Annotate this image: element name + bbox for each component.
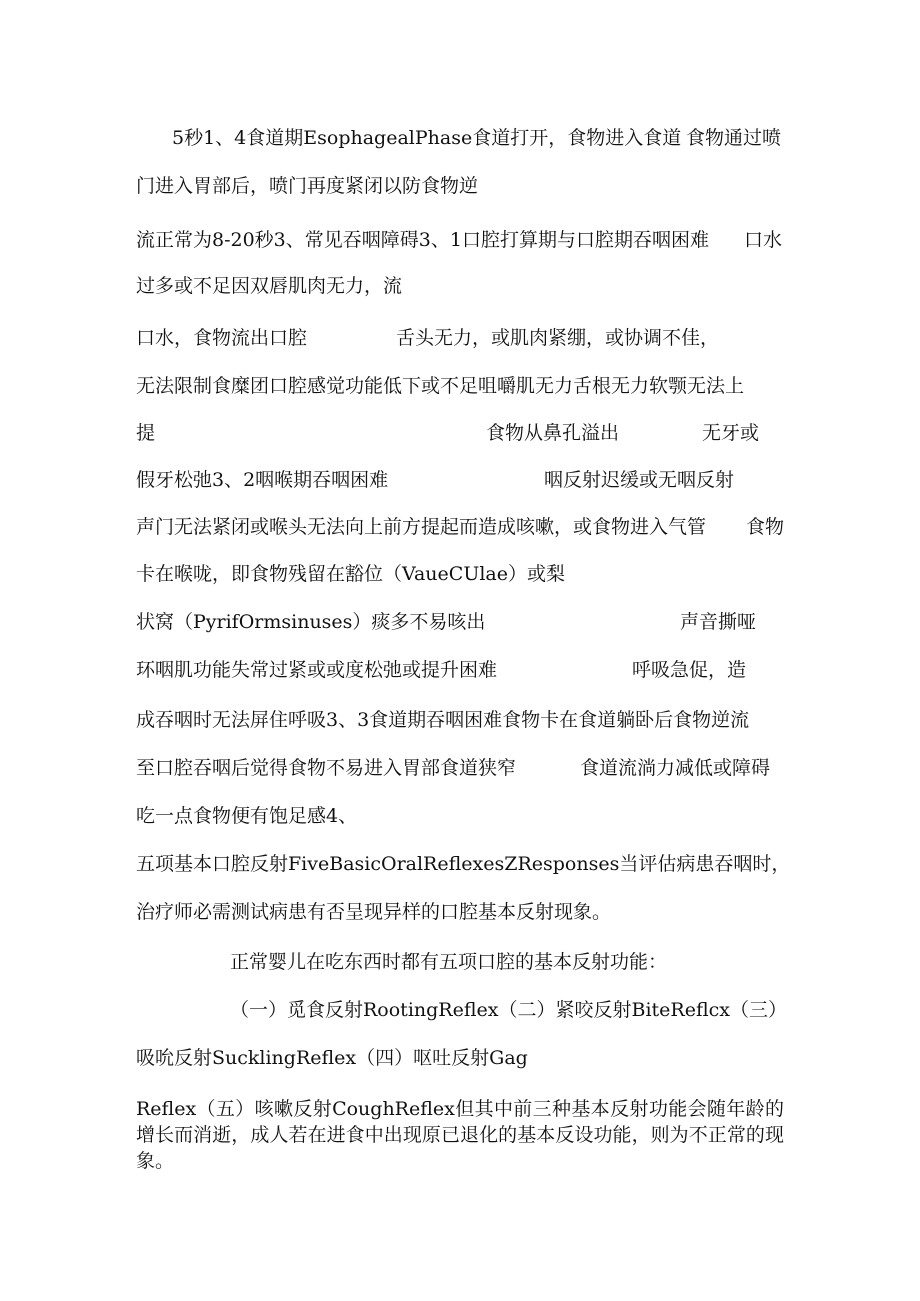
text-line: 五项基本口腔反射FiveBasicOralReflexesZResponses当评估病患吞咽时， [136, 853, 791, 875]
text-line: 食物从鼻孔溢出 [486, 422, 620, 444]
text-line: 吸吮反射SucklingReflex（四）呕吐反射Gag [136, 1047, 528, 1069]
text-line: 食物 [746, 516, 785, 538]
text-line: 环咽肌功能失常过紧或或度松弛或提升困难 [136, 659, 498, 681]
text-line: 过多或不足因双唇肌肉无力，流 [136, 275, 403, 297]
text-line: 门进入胃部后，喷门再度紧闭以防食物逆 [136, 175, 479, 197]
text-line: 无法限制食糜团口腔感觉功能低下或不足咀嚼肌无力舌根无力软颚无法上 [136, 375, 745, 397]
text-line: 治疗师必需测试病患有否呈现异样的口腔基本反射现象。 [136, 901, 612, 923]
text-line: 舌头无力，或肌肉紧绷，或协调不佳， [396, 327, 720, 349]
text-line: 假牙松弛3、2咽喉期吞咽困难 [136, 469, 389, 491]
text-line: 口水，食物流出口腔 [136, 327, 308, 349]
text-line: 食物通过喷 [686, 127, 782, 149]
text-line: 食道流淌力减低或障碍 [580, 757, 771, 779]
text-line: 提 [136, 422, 156, 444]
text-line: 正常婴儿在吃东西时都有五项口腔的基本反射功能： [230, 951, 668, 973]
text-line: 无牙或 [702, 422, 760, 444]
text-line: 成吞咽时无法屏住呼吸3、3食道期吞咽困难食物卡在食道躺卧后食物逆流 [136, 709, 750, 731]
text-line: 5秒1、4食道期EsophagealPhase食道打开，食物进入食道 [172, 127, 682, 149]
text-line: 咽反射迟缓或无咽反射 [544, 469, 735, 491]
text-line: 呼吸急促，造 [632, 659, 747, 681]
text-line: 口水 [744, 229, 783, 251]
text-line: 卡在喉咙，即食物残留在豁位（VaueCUlae）或梨 [136, 563, 565, 585]
text-line: 吃一点食物便有饱足感4、 [136, 805, 358, 827]
text-line: 状窝（PyrifOrmsinuses）痰多不易咳出 [136, 611, 486, 633]
text-line: （一）觅食反射RootingReflex（二）紧咬反射BiteReflcx（三） [230, 999, 787, 1021]
text-line: 声门无法紧闭或喉头无法向上前方提起而造成咳嗽，或食物进入气管 [136, 516, 707, 538]
text-line: 流正常为8-20秒3、常见吞咽障碍3、1口腔打算期与口腔期吞咽困难 [136, 229, 709, 251]
closing-paragraph: Reflex（五）咳嗽反射CoughReflex但其中前三种基本反射功能会随年龄的增长而消逝，成人若在进食中出现原已退化的基本反设功能，则为不正常的现象。 [136, 1098, 784, 1172]
text-line: 至口腔吞咽后觉得食物不易进入胃部食道狭窄 [136, 757, 517, 779]
text-line: 声音撕哑 [680, 611, 757, 633]
